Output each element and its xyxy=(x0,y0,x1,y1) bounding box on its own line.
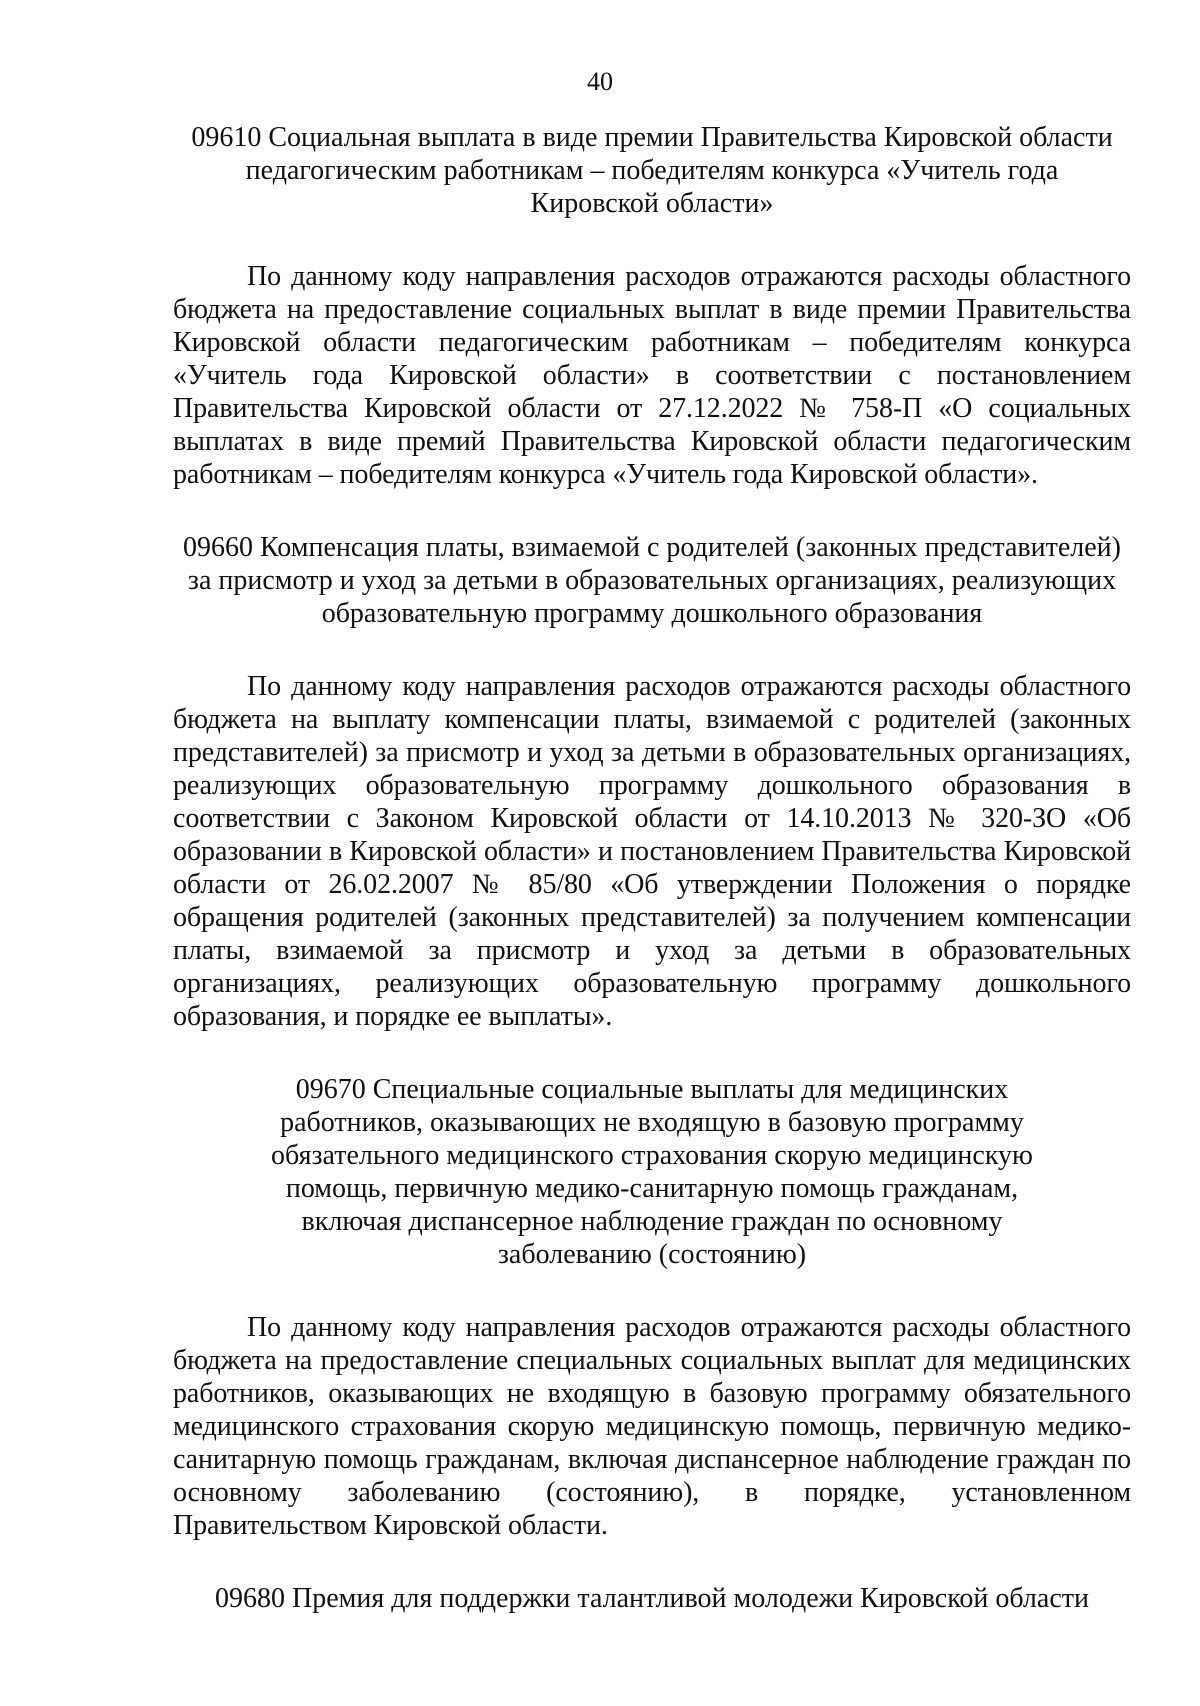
section-body-09670: По данному коду направления расходов отражаются расходы областного бюджета на предоставление специальных социальных выплат для медицинских работников, оказывающих не входящую в базовую программу обязательного медицинского страхования скорую медицинскую помощь, первичную медико-санитарную помощь гражданам, включая диспансерное наблюдение граждан по основному заболеванию (состоянию), в порядке, установленном Правительством Кировской области. xyxy=(173,1312,1131,1541)
section-heading-09680: 09680 Премия для поддержки талантливой молодежи Кировской области xyxy=(215,1583,1089,1614)
page-number: 40 xyxy=(587,67,613,96)
section-heading-09610: 09610 Социальная выплата в виде премии Правительства Кировской области педагогическим работникам – победителям конкурса «Учитель года Кировской области» xyxy=(191,122,1113,219)
section-body-09660: По данному коду направления расходов отражаются расходы областного бюджета на выплату компенсации платы, взимаемой с родителей (законных представителей) за присмотр и уход за детьми в образовательных организациях, реализующих образовательную программу дошкольного образования в соответствии с Законом Кировской области от 14.10.2013 № 320-ЗО «Об образовании в Кировской области» и постановлением Правительства Кировской области от 26.02.2007 № 85/80 «Об утверждении Положения о порядке обращения родителей (законных представителей) за получением компенсации платы, взимаемой за присмотр и уход за детьми в образовательных организациях, реализующих образовательную программу дошкольного образования, и порядке ее выплаты». xyxy=(173,671,1131,1032)
section-body-09610: По данному коду направления расходов отражаются расходы областного бюджета на предоставление социальных выплат в виде премии Правительства Кировской области педагогическим работникам – победителям конкурса «Учитель года Кировской области» в соответствии с постановлением Правительства Кировской области от 27.12.2022 № 758-П «О социальных выплатах в виде премий Правительства Кировской области педагогическим работникам – победителям конкурса «Учитель года Кировской области». xyxy=(173,261,1131,490)
section-heading-09660: 09660 Компенсация платы, взимаемой с родителей (законных представителей) за присмотр и уход за детьми в образовательных организациях, реализующих образовательную программу дошкольного образования xyxy=(183,532,1121,629)
section-heading-09670: 09670 Специальные социальные выплаты для медицинских работников, оказывающих не входящую в базовую программу обязательного медицинского страхования скорую медицинскую помощь, первичную медико-санитарную помощь гражданам, включая диспансерное наблюдение граждан по основному заболеванию (состоянию) xyxy=(271,1074,1033,1270)
document-body xyxy=(173,121,1131,1615)
